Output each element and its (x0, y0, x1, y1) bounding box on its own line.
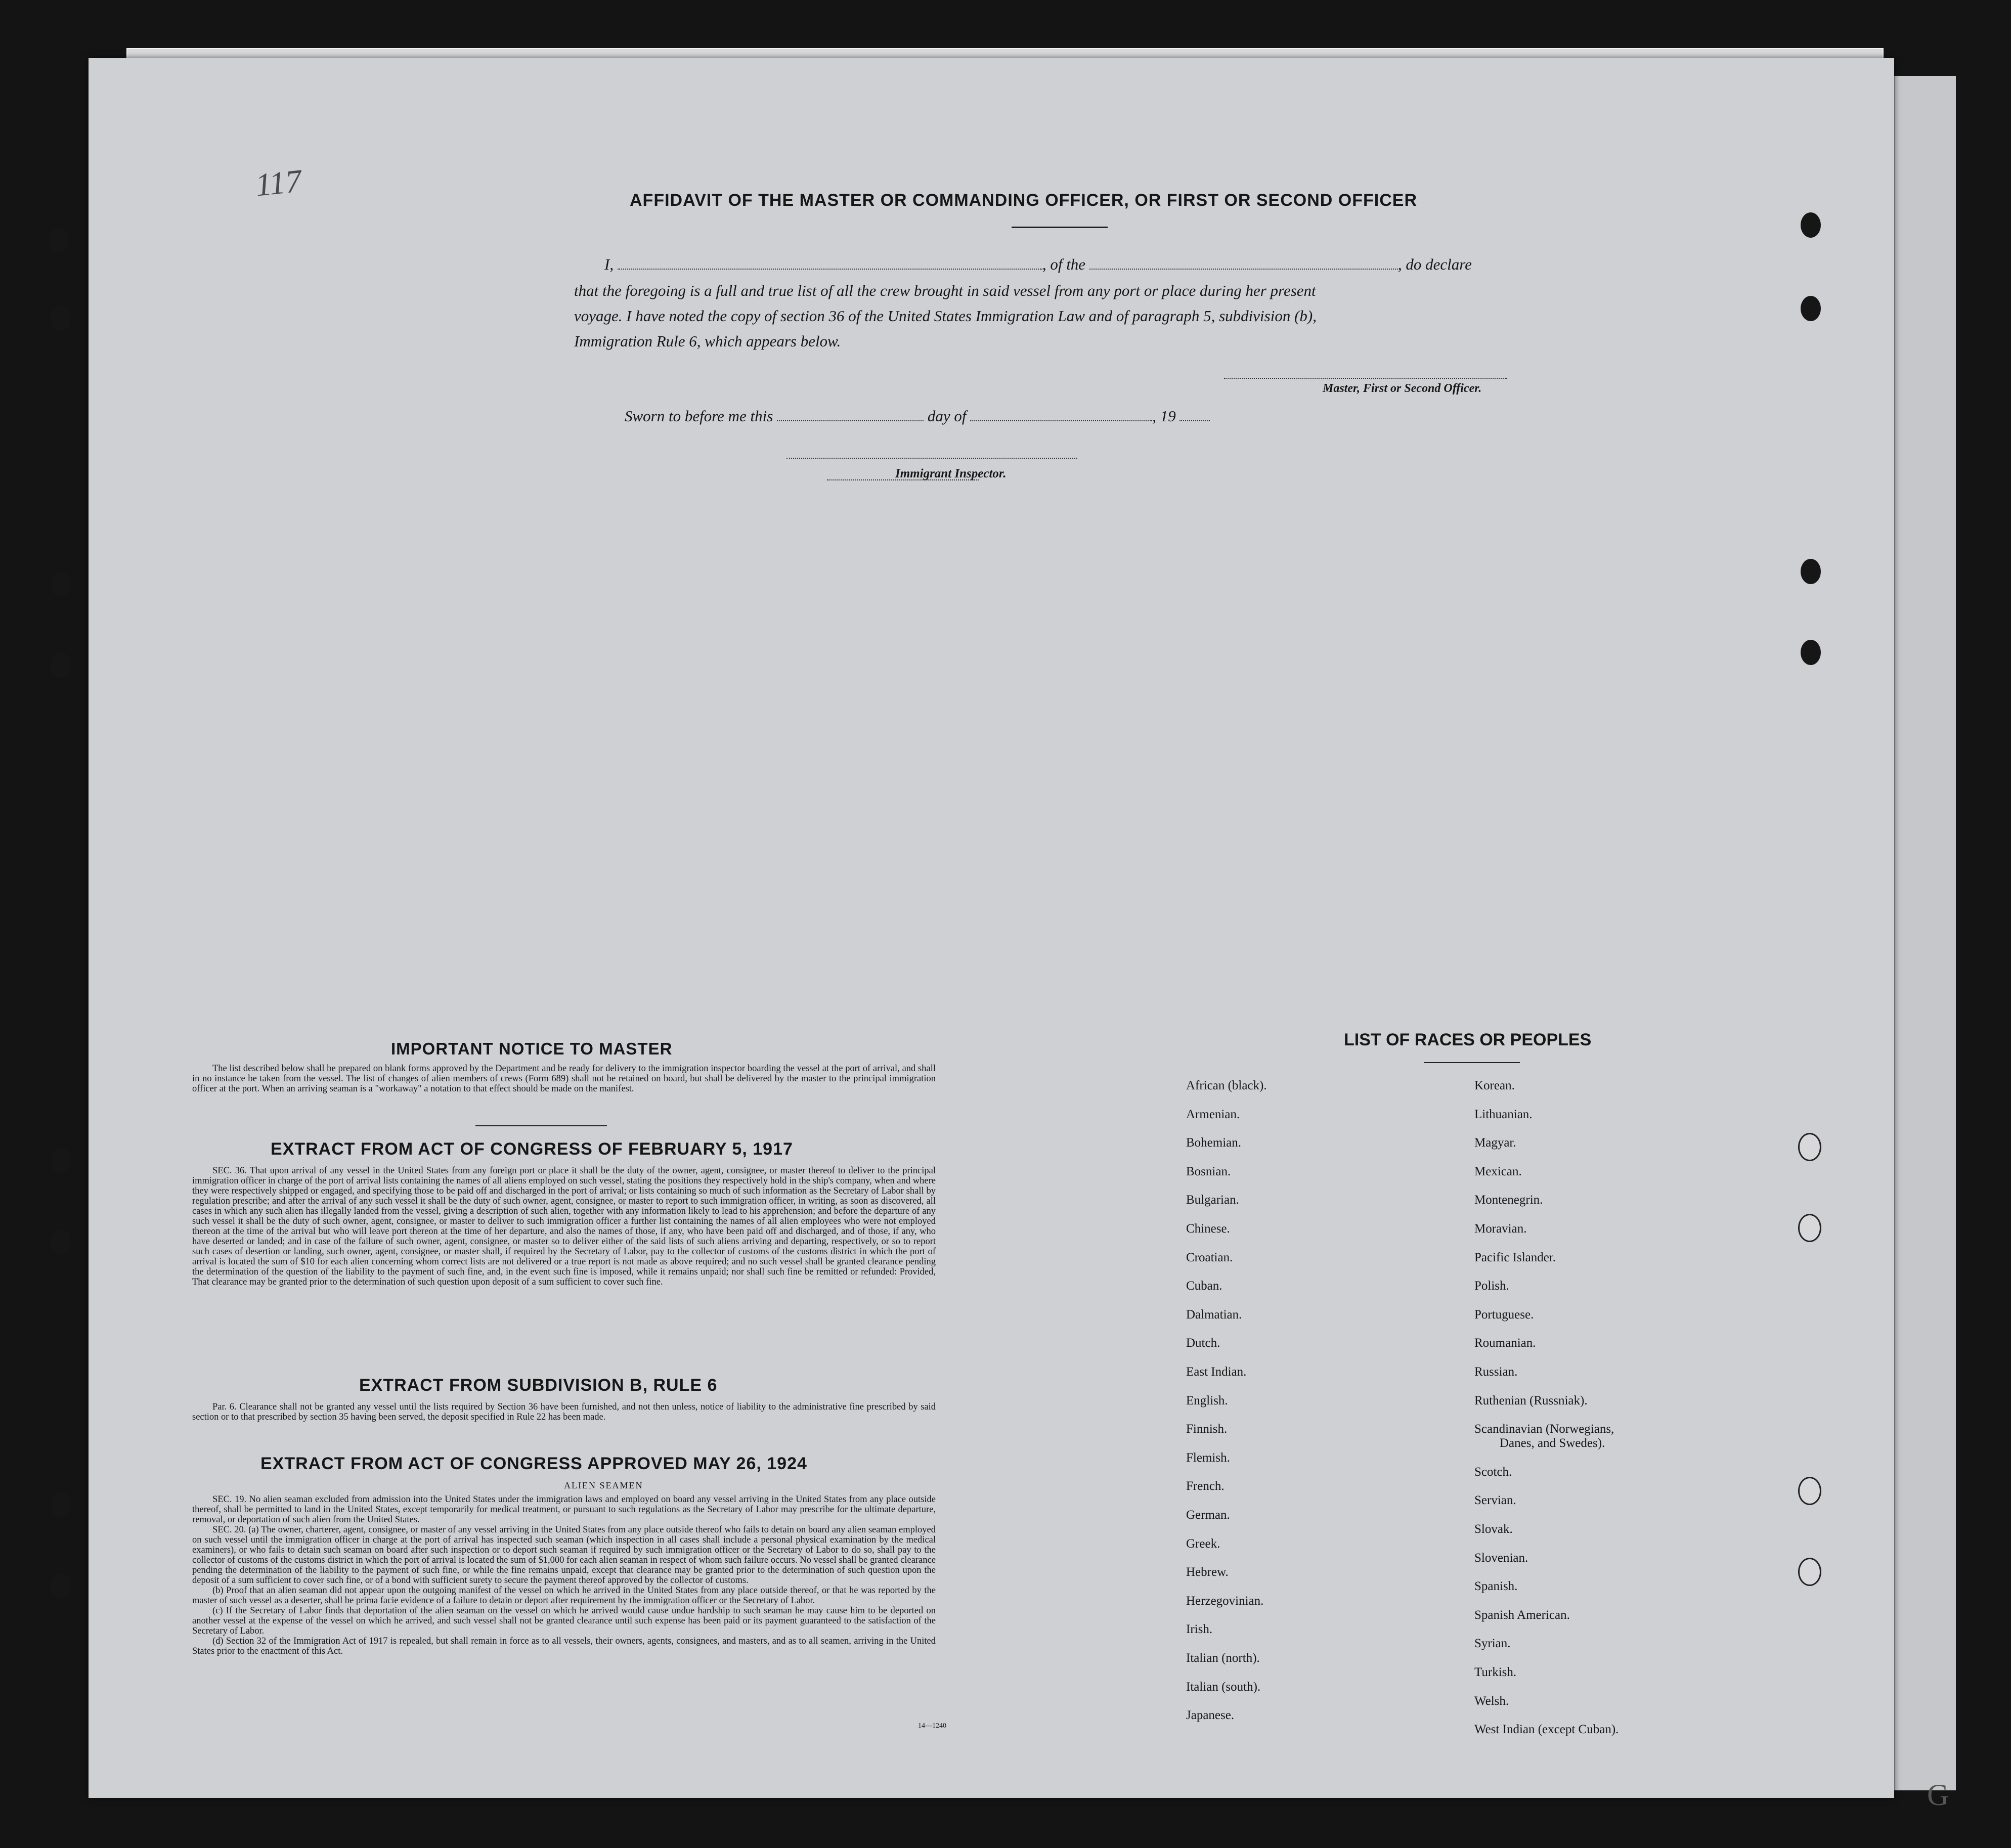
race-item: German. (1186, 1508, 1230, 1522)
vessel-blank[interactable] (1089, 257, 1398, 270)
race-item: Cuban. (1186, 1279, 1222, 1293)
sworn-day-blank[interactable] (777, 409, 924, 421)
extract-1917-paragraph: SEC. 36. That upon arrival of any vessel in the United States from any foreign port or place it shall be the duty of the owner, agent, consignee, or master thereof to deliver to the principal immigration officer in charge of the port of arrival lists containing the names of all aliens employed on such vessel, stating the positions they respectively hold in the ship's company, when and where they were respectively shipped or engaged, and specifying those to be paid off and discharged in the port of arrival; or lists containing so much of such information as the Secretary of Labor shall by regulation prescribe; and after the arrival of any such vessel it shall be the duty of such owner, agent, consignee, or master to report to such immigration officer, in writing, as soon as discovered, all cases in which any such alien has illegally landed from the vessel, giving a description of such alien, together with any information likely to lead to his apprehension; and before the departure of any such vessel it shall be the duty of such owner, agent, consignee, or master to deliver to such immigration officer a further list containing the names of all alien employees who were not employed thereon at the time of the arrival but who will leave port thereon at the time of her departure, and also the names of those, if any, who have been paid off and discharged, and of those, if any, who have deserted or landed; and in case of the failure of such owner, agent, consignee, or master so to deliver either of the said lists of such aliens arriving and departing, respectively, or so to report such cases of desertion or landing, such owner, agent, consignee, or master shall, if required by the Secretary of Labor, pay to the collector of customs of the customs district in which the port of arrival is located the sum of $10 for each alien concerning whom correct lists are not delivered or a true report is not made as above required; and no such vessel shall be granted clearance pending the determination of the question of the liability to the payment of such fine, and, in the event such fine is imposed, while it remains unpaid; nor shall such fine be remitted or refunded: Provided, That clearance may be granted prior to the determination of such question upon deposit of a sum sufficient to cover such fine. (192, 1166, 936, 1287)
sworn-day-of: day of (927, 407, 967, 425)
race-item: Korean. (1474, 1079, 1515, 1092)
inspector-signature-line[interactable] (786, 458, 1077, 459)
race-item: English. (1186, 1393, 1228, 1407)
race-item: Flemish. (1186, 1450, 1230, 1465)
races-rule (1424, 1062, 1520, 1063)
race-item: Japanese. (1186, 1708, 1235, 1723)
binder-hole (51, 1229, 71, 1254)
corner-mark: G (1927, 1778, 1949, 1812)
race-item: Slovak. (1474, 1522, 1513, 1536)
binder-hole (1801, 296, 1821, 321)
race-item: Russian. (1474, 1365, 1518, 1379)
race-item: Magyar. (1474, 1136, 1516, 1150)
binder-hole (1801, 559, 1821, 584)
declaration-line-1 (604, 255, 1472, 274)
declaration-line-2: that the foregoing is a full and true list of all the crew brought in said vessel from any port or place during her present (574, 282, 1316, 299)
race-item: Greek. (1186, 1536, 1220, 1551)
race-item: Croatian. (1186, 1250, 1233, 1264)
binder-hole (51, 306, 71, 331)
race-item: French. (1186, 1479, 1225, 1493)
binder-hole (51, 571, 71, 597)
race-item: Armenian. (1186, 1107, 1240, 1121)
race-item: West Indian (except Cuban). (1474, 1723, 1619, 1737)
race-item: Herzegovinian. (1186, 1594, 1264, 1608)
title-rule (1012, 227, 1108, 228)
binder-hole (1798, 1214, 1821, 1242)
form-number: 14—1240 (918, 1722, 946, 1730)
binder-hole (1798, 1477, 1821, 1505)
extract-1924-text (192, 1494, 936, 1656)
declaration-line-4: Immigration Rule 6, which appears below. (574, 332, 841, 350)
extract-1924-sec20c: (c) If the Secretary of Labor finds that deportation of the alien seaman on the vessel on which he arrived would cause undue hardship to such seaman he may cause him to be deported on another vessel at the expense of the vessel on which he arrived, and such vessel shall not be granted clearance until such expense has been paid or its payment guaranteed to the satisfaction of the Secretary of Labor. (192, 1606, 936, 1636)
race-item: Hebrew. (1186, 1565, 1229, 1579)
alien-seamen-subtitle: ALIEN SEAMEN (564, 1480, 643, 1490)
race-item: Irish. (1186, 1622, 1213, 1637)
sworn-month-blank[interactable] (970, 409, 1152, 421)
notice-rule (475, 1125, 607, 1126)
extract-rule6-title: EXTRACT FROM SUBDIVISION B, RULE 6 (359, 1376, 718, 1395)
binder-hole (51, 1492, 71, 1517)
race-item: Dalmatian. (1186, 1307, 1242, 1322)
race-item: Moravian. (1474, 1222, 1527, 1236)
binder-hole (51, 652, 71, 678)
binder-hole (48, 228, 68, 253)
extract-1924-sec20b: (b) Proof that an alien seaman did not appear upon the outgoing manifest of the vessel on which he arrived in the United States from any place outside thereof, or that he was reported by the master of such vessel as a deserter, shall be prima facie evidence of a failure to detain or deport after requirement by the immigration officer or the Secretary of Labor. (192, 1586, 936, 1606)
declaration-line-3: voyage. I have noted the copy of section 36 of the United States Immigration Law and of paragraph 5, subdivision (b), (574, 307, 1317, 325)
master-signature-line[interactable] (1224, 378, 1507, 379)
document-page (89, 58, 1949, 1812)
notice-title: IMPORTANT NOTICE TO MASTER (391, 1039, 673, 1058)
race-item: Servian. (1474, 1493, 1516, 1508)
handwritten-number: 117 (253, 162, 303, 203)
race-item: Scandinavian (Norwegians, (1474, 1422, 1614, 1436)
race-item: Syrian. (1474, 1637, 1511, 1651)
race-item: Dutch. (1186, 1336, 1220, 1350)
sworn-text: Sworn to before me this (625, 407, 773, 425)
race-item: Chinese. (1186, 1222, 1230, 1236)
binder-hole (1801, 640, 1821, 665)
race-item: Pacific Islander. (1474, 1250, 1556, 1264)
extract-1924-title: EXTRACT FROM ACT OF CONGRESS APPROVED MAY 26, 1924 (260, 1454, 807, 1473)
binder-hole (1798, 1558, 1821, 1586)
extract-1924-sec20a: SEC. 20. (a) The owner, charterer, agent, consignee, or master of any vessel arriving in the United States from any place outside thereof who fails to detain on board any alien seaman employed on such vessel until the immigration officer in charge at the port of arrival has inspected such seaman (which inspection in all cases shall include a personal physical examination by the medical examiners), or who fails to detain such seaman on board after such inspection or to deport such seaman if required by such immigration officer or the Secretary of Labor to do so, shall pay to the collector of customs of the customs district in which the port of arrival is located the sum of $1,000 for each alien seaman in respect of whom such failure occurs. No vessel shall be granted clearance pending the determination of the liability to the payment of such fine, or while the fine remains unpaid, except that clearance may be granted prior to the determination of such question upon the deposit of a sum sufficient to cover such fine, or of a bond with sufficient surety to secure the payment thereof approved by the collector of customs. (192, 1525, 936, 1586)
sworn-year-prefix: , 19 (1152, 407, 1176, 425)
extract-1917-title: EXTRACT FROM ACT OF CONGRESS OF FEBRUARY 5, 1917 (271, 1139, 793, 1159)
race-item: Bosnian. (1186, 1164, 1231, 1178)
extract-1917-text (192, 1166, 936, 1287)
sworn-year-blank[interactable] (1179, 409, 1210, 421)
right-binding-strip (1894, 76, 1956, 1790)
race-item: Portuguese. (1474, 1307, 1534, 1322)
binder-hole (1798, 1133, 1821, 1161)
race-item: Slovenian. (1474, 1551, 1528, 1565)
sworn-line (625, 407, 1210, 425)
race-item: Turkish. (1474, 1665, 1517, 1679)
race-item: Welsh. (1474, 1694, 1509, 1708)
extract-1924-sec19: SEC. 19. No alien seaman excluded from admission into the United States under the immigration laws and employed on board any vessel arriving in the United States from any place outside thereof, shall be permitted to land in the United States, except temporarily for medical treatment, or pursuant to such regulations as the Secretary of Labor may prescribe for the ultimate departure, removal, or deportation of such alien from the United States. (192, 1494, 936, 1525)
race-item: Scotch. (1474, 1465, 1512, 1479)
race-item: Spanish American. (1474, 1608, 1570, 1622)
inspector-caption: Immigrant Inspector. (895, 467, 1007, 480)
binder-hole (1801, 212, 1821, 238)
name-blank[interactable] (618, 257, 1042, 270)
race-item: Mexican. (1474, 1164, 1522, 1178)
race-item: Italian (south). (1186, 1680, 1261, 1694)
binder-hole (51, 1148, 71, 1173)
race-item: Polish. (1474, 1279, 1509, 1293)
race-item: Ruthenian (Russniak). (1474, 1393, 1588, 1407)
race-item: African (black). (1186, 1079, 1267, 1092)
declaration-i: I, (604, 255, 614, 273)
master-caption: Master, First or Second Officer. (1323, 382, 1482, 395)
race-item: Finnish. (1186, 1422, 1228, 1436)
race-item: Roumanian. (1474, 1336, 1536, 1350)
race-item: Italian (north). (1186, 1651, 1260, 1665)
race-item: Montenegrin. (1474, 1193, 1543, 1207)
affidavit-title: AFFIDAVIT OF THE MASTER OR COMMANDING OFFICER, OR FIRST OR SECOND OFFICER (630, 191, 1417, 210)
race-item: East Indian. (1186, 1365, 1247, 1379)
notice-paragraph: The list described below shall be prepared on blank forms approved by the Department and be ready for delivery to the immigration inspector boarding the vessel at the port of arrival, and shall in no instance be taken from the vessel. The list of changes of alien members of crews (Form 689) shall not be retained on board, but shall be delivered by the master to the principal immigration officer at the port. When an arriving seaman is a "workaway" a notation to that effect should be made on the manifest. (192, 1064, 936, 1094)
binder-hole (51, 1573, 71, 1598)
declaration-do-declare: , do declare (1397, 255, 1472, 273)
extract-rule6-text (192, 1402, 936, 1422)
race-item: Spanish. (1474, 1579, 1518, 1594)
extract-rule6-paragraph: Par. 6. Clearance shall not be granted any vessel until the lists required by Section 36 have been furnished, and not then unless, notice of liability to the administrative fine prescribed by said section or to that prescribed by section 35 having been served, the deposit specified in Rule 22 has been made. (192, 1402, 936, 1422)
race-item: Danes, and Swedes). (1500, 1436, 1605, 1450)
race-item: Bulgarian. (1186, 1193, 1239, 1207)
race-item: Lithuanian. (1474, 1107, 1533, 1121)
extract-1924-sec20d: (d) Section 32 of the Immigration Act of 1917 is repealed, but shall remain in force as to all vessels, their owners, agents, consignees, and masters, and as to all seamen, arriving in the United States prior to the enactment of this Act. (192, 1636, 936, 1656)
declaration-of-the: , of the (1042, 255, 1086, 273)
races-title: LIST OF RACES OR PEOPLES (1344, 1030, 1592, 1049)
notice-text (192, 1064, 936, 1094)
race-item: Bohemian. (1186, 1136, 1242, 1150)
